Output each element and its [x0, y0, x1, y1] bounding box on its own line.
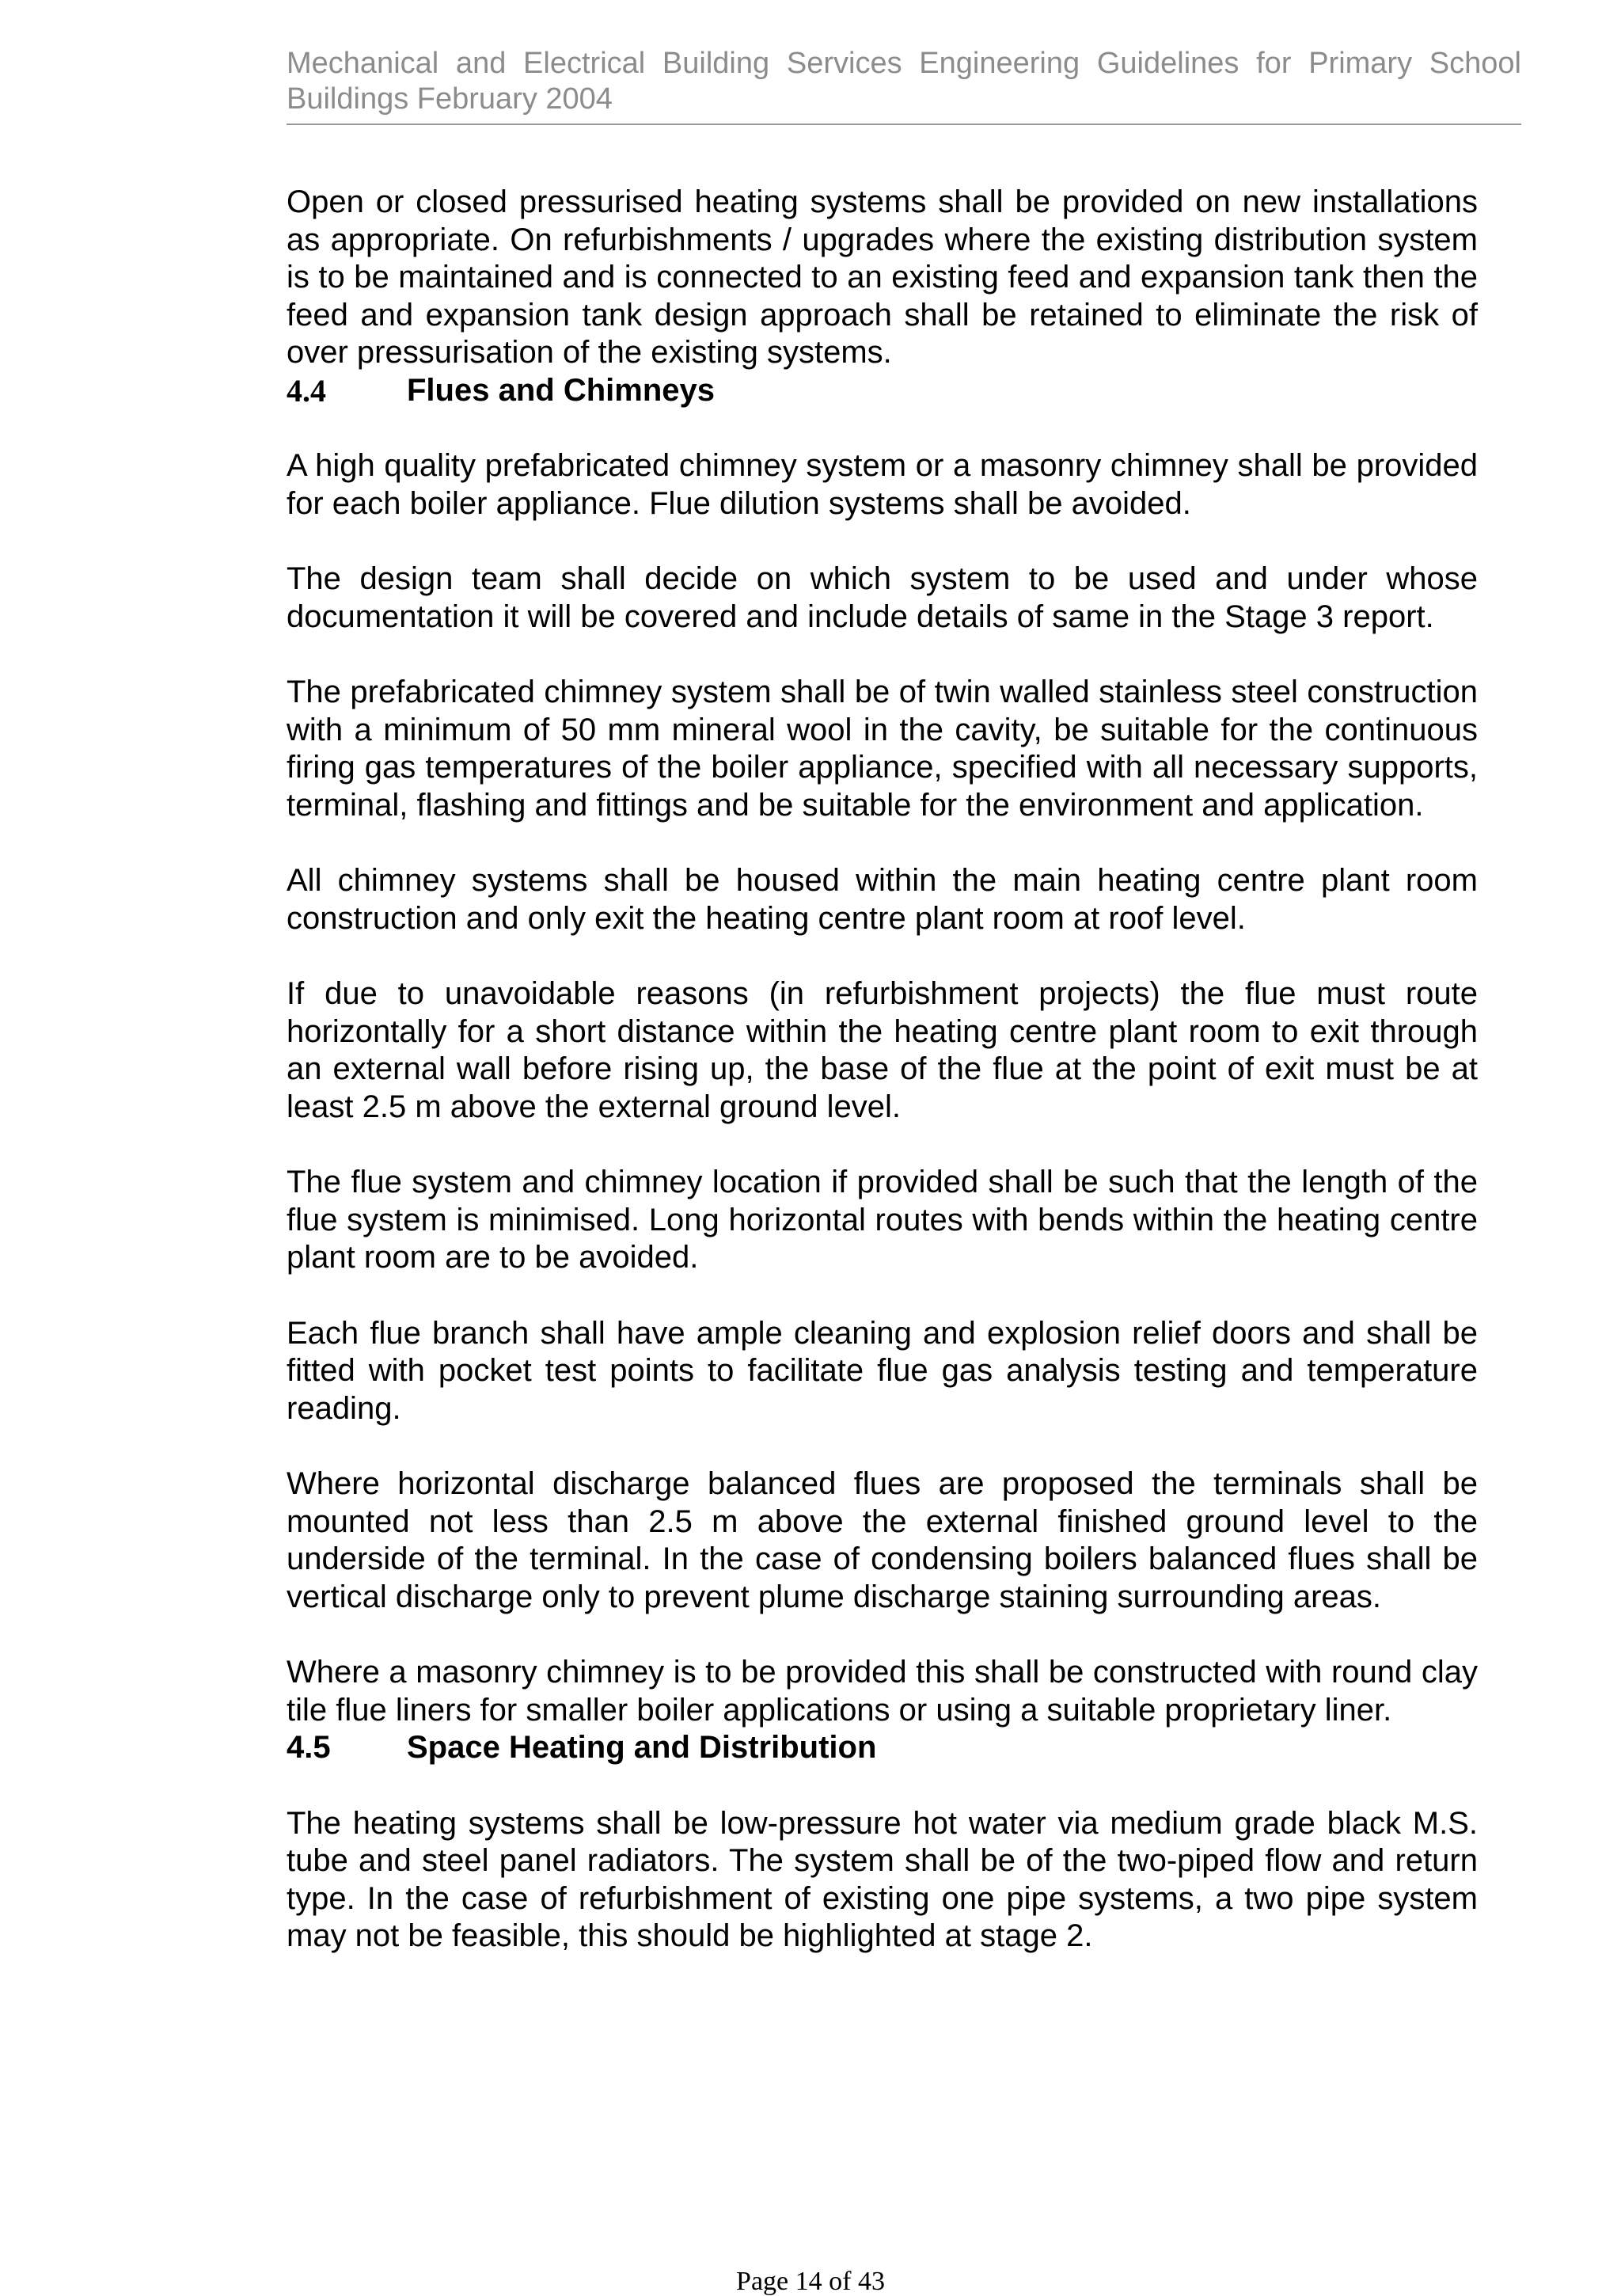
- section-number: 4.5: [287, 1730, 331, 1765]
- page-number: Page 14 of 43: [736, 2267, 885, 2296]
- page-footer: [0, 2268, 1621, 2295]
- paragraph: The design team shall decide on which system to be used and under whose documentation it will be covered and include details of same in the Stage 3 report.: [287, 561, 1478, 634]
- section-number: 4.4: [287, 372, 326, 409]
- paragraph: Where horizontal discharge balanced flues are proposed the terminals shall be mounted not less than 2.5 m above the external finished ground level to the underside of the terminal. In the case of condensing boilers balanced flues shall be vertical discharge only to prevent plume discharge staining surrounding areas.: [287, 1466, 1478, 1614]
- paragraph: If due to unavoidable reasons (in refurbishment projects) the flue must route horizontally for a short distance within the heating centre plant room to exit through an external wall before rising up, the base of the flue at the point of exit must be at least 2.5 m above the external ground level.: [287, 976, 1478, 1124]
- paragraph: A high quality prefabricated chimney system or a masonry chimney shall be provided for each boiler appliance. Flue dilution systems shall be avoided.: [287, 448, 1478, 521]
- paragraph: Each flue branch shall have ample cleaning and explosion relief doors and shall be fitted with pocket test points to facilitate flue gas analysis testing and temperature reading.: [287, 1315, 1478, 1426]
- section-title: Space Heating and Distribution: [407, 1730, 877, 1765]
- paragraph: Where a masonry chimney is to be provided this shall be constructed with round clay tile flue liners for smaller boiler applications or using a suitable proprietary liner.: [287, 1655, 1478, 1728]
- page-body: [287, 184, 1478, 1956]
- paragraph: The flue system and chimney location if provided shall be such that the length of the flue system is minimised. Long horizontal routes with bends within the heating centre plant room are to be avoided.: [287, 1165, 1478, 1275]
- section-title: Flues and Chimneys: [407, 372, 715, 408]
- intro-paragraph: Open or closed pressurised heating systems shall be provided on new installations as appropriate. On refurbishments / upgrades where the existing distribution system is to be maintained and is connected to an existing feed and expansion tank then the feed and expansion tank design approach shall be retained to eliminate the risk of over pressurisation of the existing systems.: [287, 184, 1478, 370]
- paragraph: The prefabricated chimney system shall be of twin walled stainless steel construction with a minimum of 50 mm mineral wool in the cavity, be suitable for the continuous firing gas temperatures of the boiler appliance, specified with all necessary supports, terminal, flashing and fittings and be suitable for the environment and application.: [287, 675, 1478, 823]
- document-header: [287, 46, 1521, 125]
- section-heading-4-5: [287, 1729, 1478, 1767]
- paragraph: All chimney systems shall be housed within the main heating centre plant room construction and only exit the heating centre plant room at roof level.: [287, 863, 1478, 936]
- section-heading-4-4: [287, 372, 1478, 410]
- header-text: Mechanical and Electrical Building Services Engineering Guidelines for Primary School Buildings February 2004: [287, 47, 1521, 116]
- paragraph: The heating systems shall be low-pressure hot water via medium grade black M.S. tube and steel panel radiators. The system shall be of the two-piped flow and return type. In the case of refurbishment of existing one pipe systems, a two pipe system may not be feasible, this should be highlighted at stage 2.: [287, 1805, 1478, 1953]
